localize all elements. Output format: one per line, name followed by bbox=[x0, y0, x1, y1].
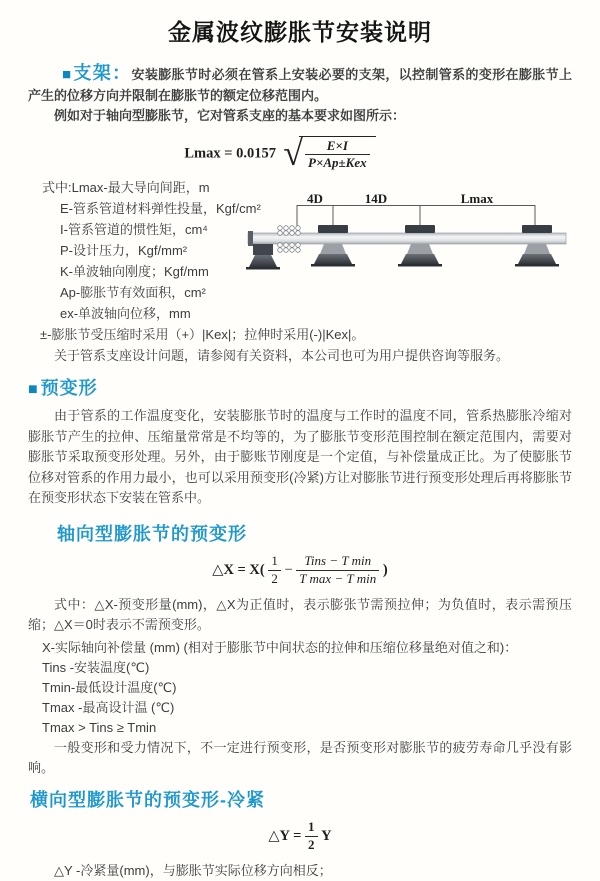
dimension-label-14d: 14D bbox=[364, 192, 388, 206]
page-title: 金属波纹膨胀节安装说明 bbox=[168, 19, 432, 45]
preform-section-heading bbox=[28, 374, 572, 400]
axial-formula-lhs: △X = X( bbox=[212, 561, 265, 578]
temp-line: Tmin-最低设计温度(℃) bbox=[42, 679, 177, 695]
temp-line: Tins -安装温度(℃) bbox=[42, 659, 150, 675]
anchor-support bbox=[246, 244, 280, 270]
axial-preform-formula bbox=[28, 554, 572, 587]
support-consult-note: 关于管系支座设计问题，请参阅有关资料，本公司也可为用户提供咨询等服务。 bbox=[54, 348, 510, 364]
guide-support bbox=[398, 225, 442, 267]
section-marker-icon: ■ bbox=[28, 381, 39, 399]
lateral-formula-lhs: △Y = bbox=[268, 827, 302, 844]
support-example-line: 例如对于轴向型膨胀节，它对管系支座的基本要求如图所示： bbox=[54, 108, 406, 123]
preform-heading-text: 预变形 bbox=[40, 378, 98, 399]
dimension-label-4d: 4D bbox=[307, 192, 323, 206]
dimension-label-lmax: Lmax bbox=[460, 192, 494, 206]
temp-line: Tmax -最高设计温 (℃) bbox=[42, 699, 175, 715]
lateral-formula-rhs: Y bbox=[321, 827, 332, 844]
axial-formula-rhs: ) bbox=[382, 561, 388, 578]
axial-variable-list bbox=[28, 638, 572, 738]
definition-line: K-单波轴向刚度；Kgf/mm bbox=[60, 264, 209, 280]
axial-x-definition: X-实际轴向补偿量 (mm) (相对于膨胀节中间状态的拉伸和压缩位移量绝对值之和)： bbox=[42, 639, 518, 655]
axial-subsection-heading: 轴向型膨胀节的预变形 bbox=[57, 523, 247, 544]
definition-line: Ap-膨胀节有效面积，cm² bbox=[60, 285, 206, 301]
one-half-fraction: $\frac{1}{2}$ bbox=[268, 554, 281, 587]
one-half-fraction: $\frac{1}{2}$ bbox=[305, 820, 318, 853]
pipe-support-diagram bbox=[240, 192, 596, 288]
sqrt-radical bbox=[283, 133, 375, 174]
radical-sign-icon: √ bbox=[283, 133, 304, 174]
definition-line: ±-膨胀节受压缩时采用（+）|Kex|；拉伸时采用(-)|Kex|。 bbox=[40, 327, 365, 343]
support-section-heading: 支架： bbox=[73, 63, 132, 83]
axial-explain-paragraph: 式中：△X-预变形量(mm)，△X为正值时，表示膨张节需预拉伸；为负值时，表示需预压缩；△X＝0时表示不需预变形。 bbox=[28, 596, 572, 632]
temp-line: Tmax > Tins ≥ Tmin bbox=[42, 719, 157, 735]
lmax-formula bbox=[28, 133, 532, 174]
definition-line: E-管系管道材料弹性投量，Kgf/cm² bbox=[60, 201, 261, 217]
axial-note-line: 一般变形和受力情况下，不一定进行预变形，是否预变形对膨胀节的疲劳寿命几乎没有影响。 bbox=[28, 739, 572, 775]
definition-line: ex-单波轴向位移，mm bbox=[60, 306, 191, 322]
support-intro-paragraph bbox=[28, 63, 572, 106]
support-intro-text: 安装膨胀节时必须在管系上安装必要的支架，以控制管系的变形在膨胀节上产生的位移方向并限制在膨胀节的额定位移范围内。 bbox=[28, 67, 572, 103]
section-marker-icon: ■ bbox=[62, 66, 72, 83]
guide-support bbox=[311, 225, 355, 267]
guide-support bbox=[515, 225, 559, 267]
pipe-end-cap bbox=[248, 231, 253, 246]
lateral-subsection-heading: 横向型膨胀节的预变形-冷紧 bbox=[30, 789, 265, 810]
lmax-formula-denominator: P×Ap±Kex bbox=[308, 155, 367, 171]
lmax-formula-numerator: E×I bbox=[305, 139, 370, 156]
lateral-preform-formula bbox=[28, 820, 572, 853]
definition-line: 式中:Lmax-最大导向间距，m bbox=[42, 180, 210, 196]
lateral-definition-line: △Y -冷紧量(mm)，与膨胀节实际位移方向相反； bbox=[54, 862, 332, 878]
lmax-formula-lhs: Lmax = 0.0157 bbox=[184, 144, 276, 161]
temperature-ratio-fraction: $\frac{\text{Tins − T min}}{\text{T max − T min}}$ bbox=[296, 554, 379, 587]
definition-line: I-管系管道的惯性矩，cm⁴ bbox=[60, 222, 208, 238]
definition-line: P-设计压力，Kgf/mm² bbox=[60, 243, 188, 259]
pipe bbox=[248, 233, 566, 244]
preform-paragraph: 由于管系的工作温度变化，安装膨胀节时的温度与工作时的温度不同，管系热膨胀冷缩对膨胀节产生的拉伸、压缩量常常是不均等的，为了膨胀节变形范围控制在额定范围内，需要对膨胀节采取预变形处理。另外，由于膨账节刚度是一个定值，与补偿量成正比。为了使膨胀节位移对管系的作用力最小，也可以采用预变形(冷紧)方让对膨胀节进行预变形处理后再将膨胀节在预变形状态下安装在管系中。 bbox=[28, 408, 572, 506]
minus-sign: − bbox=[284, 561, 293, 578]
